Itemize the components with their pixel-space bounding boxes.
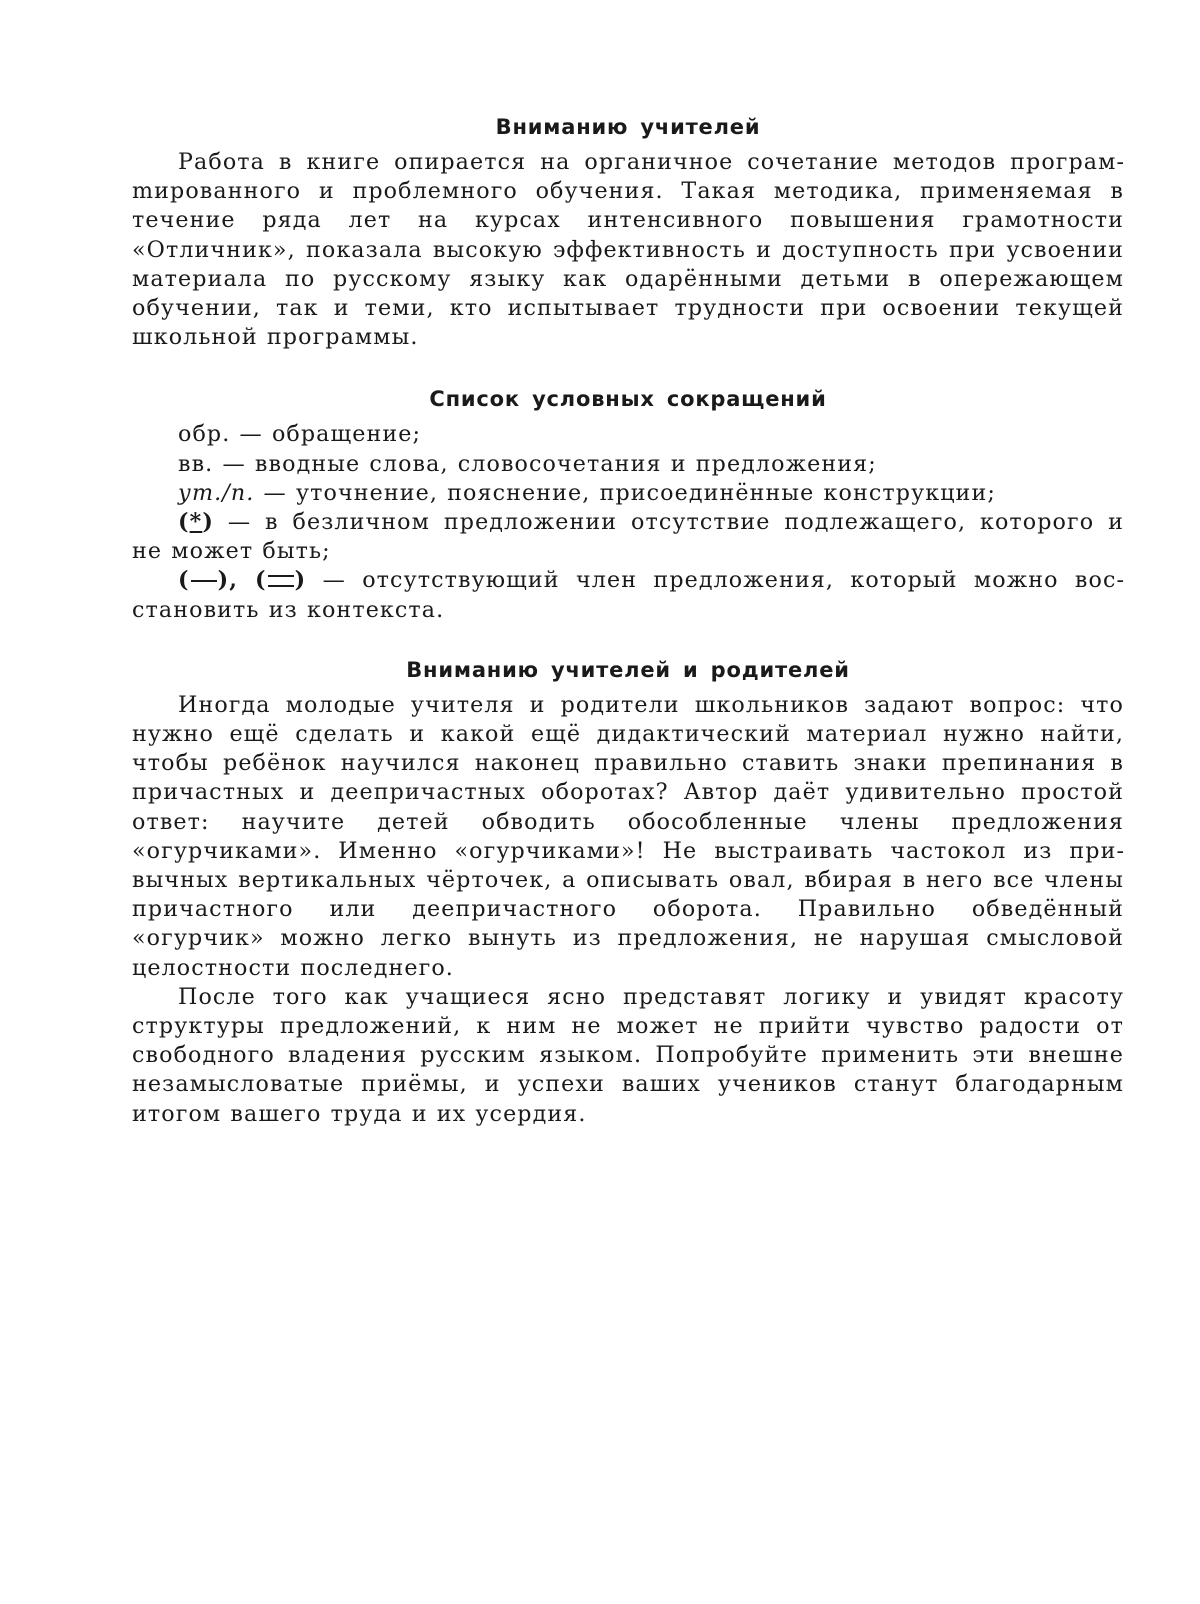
abbreviation-item [132,508,1124,566]
section-heading: Вниманию учителей и родителей [406,657,850,682]
abbreviation-term: ут./п. [178,479,255,506]
abbreviation-definition: — отсутствующий член предложения, который можно восстановить из контекста. [132,567,1124,623]
abbreviation-definition: — обращение; [230,421,422,448]
teachers-parents-body [132,691,1124,1129]
symbol-close-paren: ) [202,509,214,536]
abbreviation-item [132,420,1124,449]
symbol-close-paren: ), [217,567,239,594]
teachers-parents-section [132,655,1124,1129]
section-heading: Список условных сокращений [429,387,827,412]
symbol-open-paren: ( [178,567,190,594]
abbreviation-definition: — в безличном предложении отсутствие подлежащего, которого и не может быть; [132,509,1124,565]
teachers-section [132,112,1124,352]
abbreviation-item [132,450,1124,479]
abbreviations-section [132,384,1124,624]
abbreviation-definition: — уточнение, пояснение, присоединённые конструкции; [254,479,996,506]
teachers-paragraph: Работа в книге опирается на органичное сочетание методов програмmированного и проблемного обучения. Такая методика, применяемая в течение ряда лет на курсах интенсивного повышения грамотности «Отличник», показала высокую эффективность и доступность при усвоении материала по русскому языку как одарёнными детьми в опережающем обучении, так и теми, кто испытывает трудности при освоении текущей школьной программы. [132,149,1124,351]
abbreviation-list [132,420,1124,624]
symbol-open-paren: ( [178,509,190,536]
section-heading: Вниманию учителей [495,115,761,139]
abbreviation-term: обр. [178,421,231,448]
single-underline-symbol [191,580,217,582]
abbreviation-term: вв. [178,450,214,477]
abbreviation-item [132,479,1124,508]
symbol-close-paren: ) [294,567,307,594]
page [132,112,1124,1129]
body-paragraph: Иногда молодые учителя и родители школьников задают вопрос: что нужно ещё сделать и какой ещё дидактический материал нужно найти, чтобы ребёнок научился наконец правильно ставить знаки препинания в причастных и деепричастных оборотах? Автор даёт удивительно простой ответ: научите детей обводить обособленные члены предложения «огурчиками». Именно «огурчиками»! Не выстраивать частокол из привычных вертикальных чёрточек, а описывать овал, вбирая в него все члены причастного или деепричастного оборота. Правильно обведённый «огурчик» можно легко вынуть из предложения, не нарушая смысловой целостности последнего. [132,691,1124,981]
symbol-open-paren: ( [238,567,267,594]
body-paragraph: После того как учащиеся ясно представят логику и увидят красоту структуры предложений, к ним не может не прийти чувство радости от свободного владения русским языком. Попробуйте применить эти внешне незамысловатые приёмы, и успехи ваших учеников станут благодарным итогом вашего труда и их усердия. [132,983,1124,1127]
absent-subject-symbol: * [189,509,203,536]
double-underline-symbol [268,575,294,587]
abbreviation-item [132,566,1124,624]
abbreviation-definition: — вводные слова, словосочетания и предложения; [213,450,877,477]
